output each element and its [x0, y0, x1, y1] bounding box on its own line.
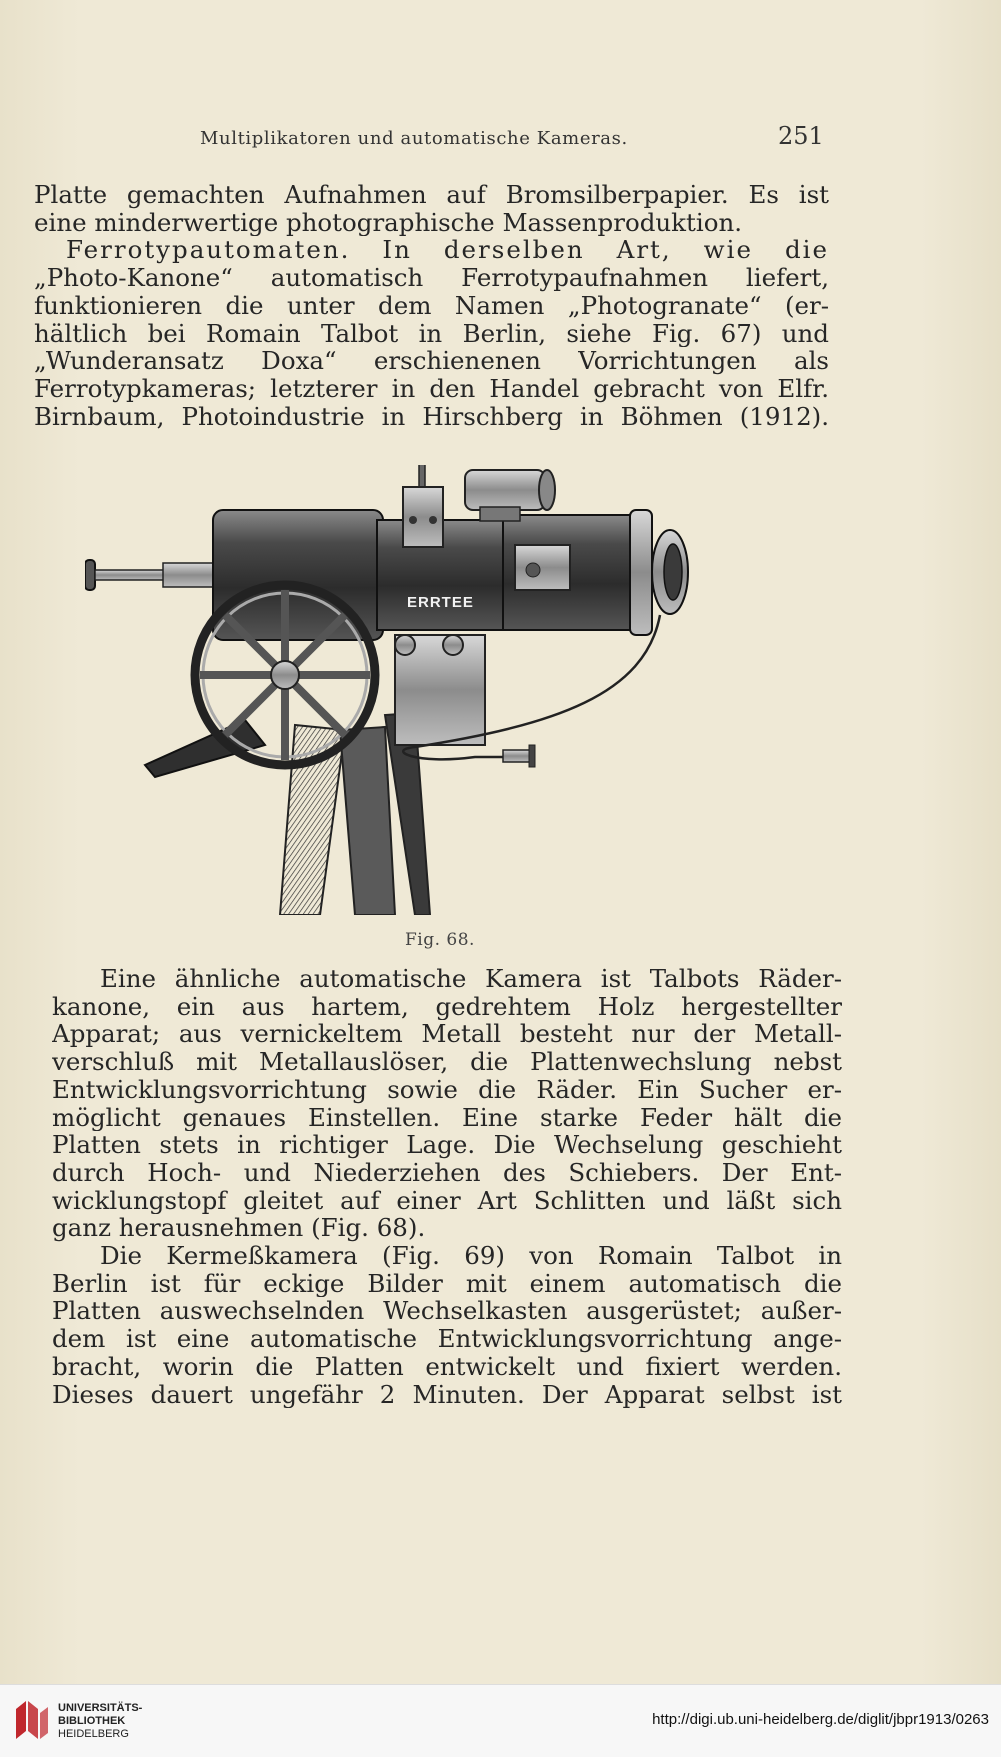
text-line: Apparat; aus vernickeltem Metall besteht nur der Metall- [52, 1020, 842, 1049]
text-line: Ferrotypkameras; letzterer in den Handel gebracht von Elfr. [34, 374, 829, 403]
text-line: bracht, worin die Platten entwickelt und fixiert werden. [52, 1352, 842, 1381]
text-line: Ferrotypautomaten. In derselben Art, wie die [66, 236, 829, 265]
text-line: hältlich bei Romain Talbot in Berlin, siehe Fig. 67) und [34, 319, 829, 348]
plunger-rod [95, 570, 165, 580]
text-line: Platten stets in richtiger Lage. Die Wechselung geschieht [52, 1131, 842, 1159]
text-line: Platten auswechselnden Wechselkasten ausgerüstet; außer- [52, 1297, 842, 1326]
library-name-line: HEIDELBERG [58, 1728, 129, 1740]
library-name-line: BIBLIOTHEK [58, 1715, 126, 1727]
university-library-logo-icon [12, 1699, 50, 1741]
running-title: Multiplikatoren und automatische Kameras. [200, 128, 628, 149]
viewfinder-tube [465, 470, 545, 510]
text-line: Die Kermeßkamera (Fig. 69) von Romain Talbot in [100, 1242, 842, 1270]
shutter-plate [515, 545, 570, 590]
text-line: dem ist eine automatische Entwicklungsvorrichtung ange- [52, 1325, 842, 1353]
text-line: Birnbaum, Photoindustrie in Hirschberg in Böhmen (1912). [34, 402, 829, 431]
text-line: „Wunderansatz Doxa“ erschienenen Vorrichtungen als [34, 347, 829, 375]
text-line: funktionieren die unter dem Namen „Photogranate“ (er- [34, 291, 829, 320]
library-name-line: UNIVERSITÄTS- [58, 1702, 143, 1714]
plunger-sleeve [163, 563, 213, 587]
text-line: eine minderwertige photographische Massenproduktion. [34, 208, 743, 237]
text-line: Entwicklungsvorrichtung sowie die Räder. Ein Sucher er- [52, 1075, 842, 1104]
page-number: 251 [778, 122, 824, 150]
text-line: Eine ähnliche automatische Kamera ist Talbots Räder- [100, 965, 842, 993]
crank-wheel [195, 585, 375, 765]
viewfinder-lens [539, 470, 555, 510]
text-line: wicklungstopf gleitet auf einer Art Schlitten und läßt sich [52, 1186, 842, 1215]
library-name [58, 1702, 142, 1741]
paragraph-1 [34, 181, 829, 430]
text-line: „Photo-Kanone“ automatisch Ferrotypaufnahmen liefert, [34, 264, 829, 292]
cable-release [503, 750, 531, 762]
lens-ring [630, 510, 652, 635]
permalink-url[interactable]: http://digi.ub.uni-heidelberg.de/diglit/jbpr1913/0263 [652, 1711, 989, 1728]
lens-glass [664, 544, 682, 600]
figure-camera-engraving [85, 465, 785, 915]
text-line: verschluß mit Metallauslöser, die Plattenwechslung nebst [52, 1048, 842, 1076]
text-line: kanone, ein aus hartem, gedrehtem Holz hergestellter [52, 992, 842, 1021]
digitization-footer [0, 1684, 1001, 1757]
paragraph-2 [52, 965, 842, 1408]
figure-caption: Fig. 68. [405, 930, 475, 950]
text-line: Platte gemachten Aufnahmen auf Bromsilberpapier. Es ist [34, 181, 829, 209]
viewfinder-mount [480, 507, 520, 521]
stand-leg [340, 727, 395, 915]
text-line: möglicht genaues Einstellen. Eine starke Feder hält die [52, 1103, 842, 1132]
sight-bracket [403, 487, 443, 547]
camera-nameplate-text: ERRTEE [407, 594, 474, 611]
plunger-knob [85, 560, 95, 590]
text-line: Berlin ist für eckige Bilder mit einem automatisch die [52, 1269, 842, 1298]
text-line: ganz herausnehmen (Fig. 68). [52, 1214, 426, 1243]
text-line: durch Hoch- und Niederziehen des Schiebers. Der Ent- [52, 1158, 842, 1187]
text-line: Dieses dauert ungefähr 2 Minuten. Der Apparat selbst ist [52, 1380, 842, 1409]
